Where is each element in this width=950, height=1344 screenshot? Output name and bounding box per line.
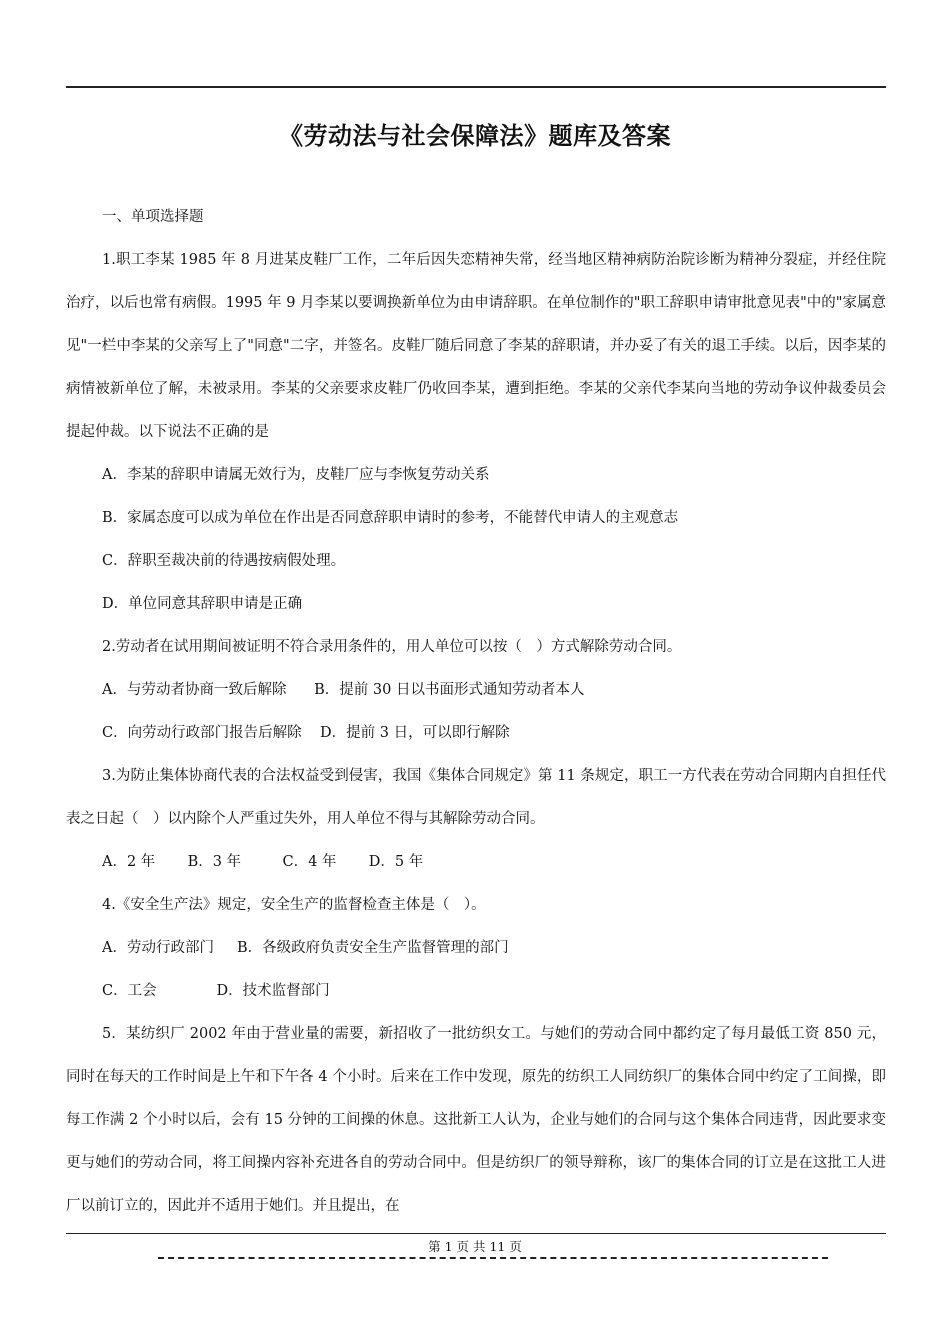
question-3-options: A．2 年 B．3 年 C．4 年 D．5 年 bbox=[102, 854, 424, 870]
question-2-options-cd: C．向劳动行政部门报告后解除 D．提前 3 日，可以即行解除 bbox=[102, 725, 510, 741]
question-1-option-a: A．李某的辞职申请属无效行为，皮鞋厂应与李恢复劳动关系 bbox=[102, 467, 490, 483]
question-4-text: 4.《安全生产法》规定，安全生产的监督检查主体是（ ）。 bbox=[102, 897, 486, 913]
question-1-option-c: C．辞职至裁决前的待遇按病假处理。 bbox=[102, 553, 346, 569]
section-heading: 一、单项选择题 bbox=[102, 209, 204, 225]
question-3-text: 3.为防止集体协商代表的合法权益受到侵害，我国《集体合同规定》第 11 条规定，职工一方代表在劳动合同期内自担任代表之日起（ ）以内除个人严重过失外，用人单位不得与其解除劳动合同。 bbox=[66, 768, 886, 827]
question-4-options-ab: A．劳动行政部门 B．各级政府负责安全生产监督管理的部门 bbox=[102, 940, 509, 956]
footer-rule bbox=[66, 1233, 886, 1234]
question-2-options-ab: A．与劳动者协商一致后解除 B．提前 30 日以书面形式通知劳动者本人 bbox=[102, 682, 585, 698]
document-body bbox=[66, 196, 886, 1228]
dashed-separator bbox=[158, 1257, 828, 1259]
question-1-text: 1.职工李某 1985 年 8 月进某皮鞋厂工作，二年后因失恋精神失常，经当地区精神病防治院诊断为精神分裂症，并经住院治疗，以后也常有病假。1995 年 9 月李某以要调换新单位为由申请辞职。在单位制作的"职工辞职申请审批意见表"中的"家属意见"一栏中李某的父亲写上了"同意"二字，并签名。皮鞋厂随后同意了李某的辞职请，并办妥了有关的退工手续。以后，因李某的病情被新单位了解，未被录用。李某的父亲要求皮鞋厂仍收回李某，遭到拒绝。李某的父亲代李某向当地的劳动争议仲裁委员会提起仲裁。以下说法不正确的是 bbox=[66, 252, 886, 440]
header-rule bbox=[66, 86, 886, 88]
page-number: 第 1 页 共 11 页 bbox=[428, 1239, 522, 1254]
question-1-option-d: D．单位同意其辞职申请是正确 bbox=[102, 596, 303, 612]
question-5-text: 5．某纺织厂 2002 年由于营业量的需要，新招收了一批纺织女工。与她们的劳动合同中都约定了每月最低工资 850 元，同时在每天的工作时间是上午和下午各 4 个小时。后来在工作中发现，原先的纺织工人同纺织厂的集体合同中约定了工间操，即每工作满 2 个小时以后，会有 15 分钟的工间操的休息。这批新工人认为，企业与她们的合同与这个集体合同违背，因此要求变更与她们的劳动合同，将工间操内容补充进各自的劳动合同中。但是纺织厂的领导辩称，该厂的集体合同的订立是在这批工人进厂以前订立的，因此并不适用于她们。并且提出，在 bbox=[66, 1026, 886, 1214]
document-title: 《劳动法与社会保障法》题库及答案 bbox=[279, 122, 671, 150]
question-2-text: 2.劳动者在试用期间被证明不符合录用条件的，用人单位可以按（ ）方式解除劳动合同。 bbox=[102, 639, 682, 655]
question-1-option-b: B．家属态度可以成为单位在作出是否同意辞职申请时的参考，不能替代申请人的主观意志 bbox=[102, 510, 679, 526]
question-4-options-cd: C．工会 D．技术监督部门 bbox=[102, 983, 330, 999]
